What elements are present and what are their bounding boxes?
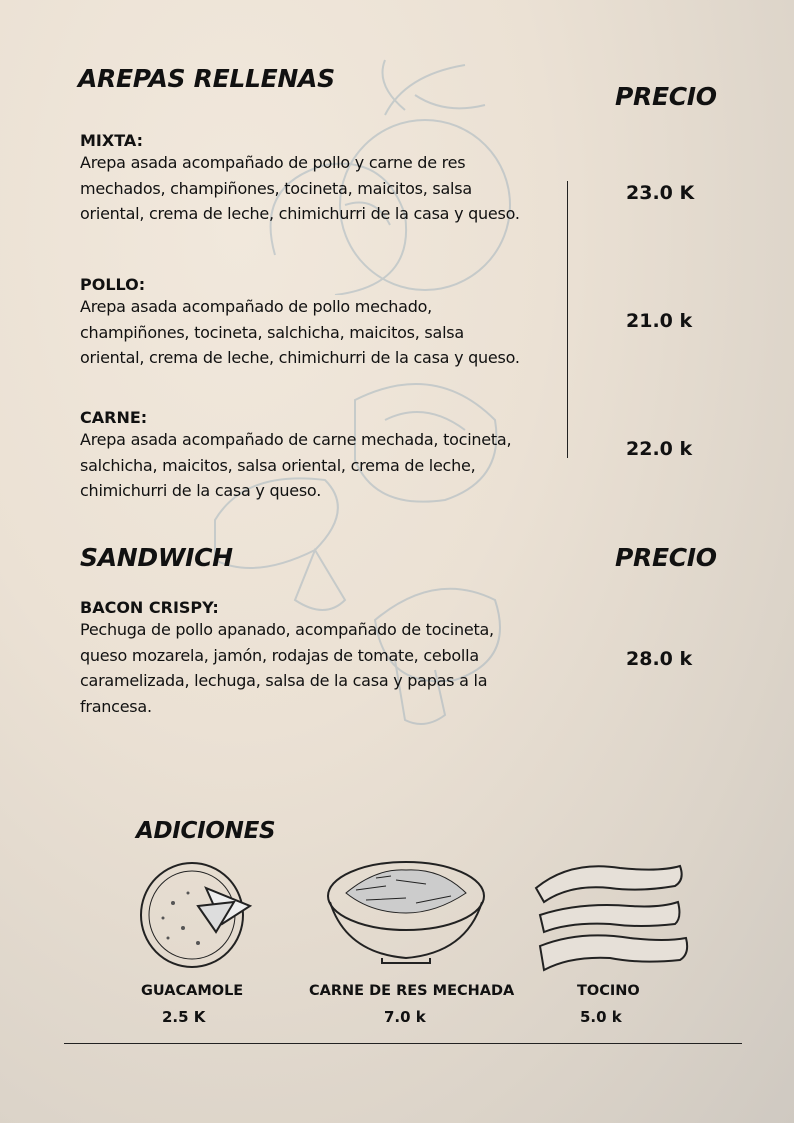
item-description: Arepa asada acompañado de pollo y carne de res mechados, champiñones, tocineta, maicitos, salsa oriental, crema de leche, chimichurri de la casa y queso. [80,153,520,223]
shredded-beef-bowl-icon [328,862,484,963]
addon-name-tocino: TOCINO [577,983,640,999]
arepas-section-title: AREPAS RELLENAS [78,64,335,93]
item-name: BACON CRISPY: [80,598,219,617]
item-price: 22.0 k [626,438,693,460]
menu-item-bacon-crispy [80,598,530,719]
bottom-divider [64,1043,742,1044]
bacon-strips-icon [536,866,687,970]
addon-name-carne-mechada: CARNE DE RES MECHADA [309,983,515,999]
item-description: Pechuga de pollo apanado, acompañado de tocineta, queso mozarela, jamón, rodajas de tomate, cebolla caramelizada, lechuga, salsa de la casa y papas a la francesa. [80,620,494,716]
item-name: CARNE: [80,408,148,427]
item-name: MIXTA: [80,131,143,150]
item-description: Arepa asada acompañado de pollo mechado, champiñones, tocineta, salchicha, maicitos, salsa oriental, crema de leche, chimichurri de la casa y queso. [80,297,520,367]
menu-item-mixta [80,131,530,227]
menu-item-pollo [80,275,530,371]
item-price: 23.0 K [626,182,695,204]
item-price: 21.0 k [626,310,693,332]
addon-price-carne-mechada: 7.0 k [384,1008,426,1026]
addon-price-tocino: 5.0 k [580,1008,622,1026]
arepas-price-header: PRECIO [615,82,717,111]
menu-item-carne [80,408,530,504]
item-description: Arepa asada acompañado de carne mechada, tocineta, salchicha, maicitos, salsa oriental, crema de leche, chimichurri de la casa y queso. [80,430,512,500]
sandwich-section-title: SANDWICH [80,543,233,572]
item-name: POLLO: [80,275,146,294]
vertical-divider [567,181,568,458]
addon-price-guacamole: 2.5 K [162,1008,206,1026]
addon-name-guacamole: GUACAMOLE [141,983,244,999]
sandwich-price-header: PRECIO [615,543,717,572]
adiciones-section-title: ADICIONES [136,818,276,844]
item-price: 28.0 k [626,648,693,670]
guacamole-bowl-icon [138,858,254,970]
